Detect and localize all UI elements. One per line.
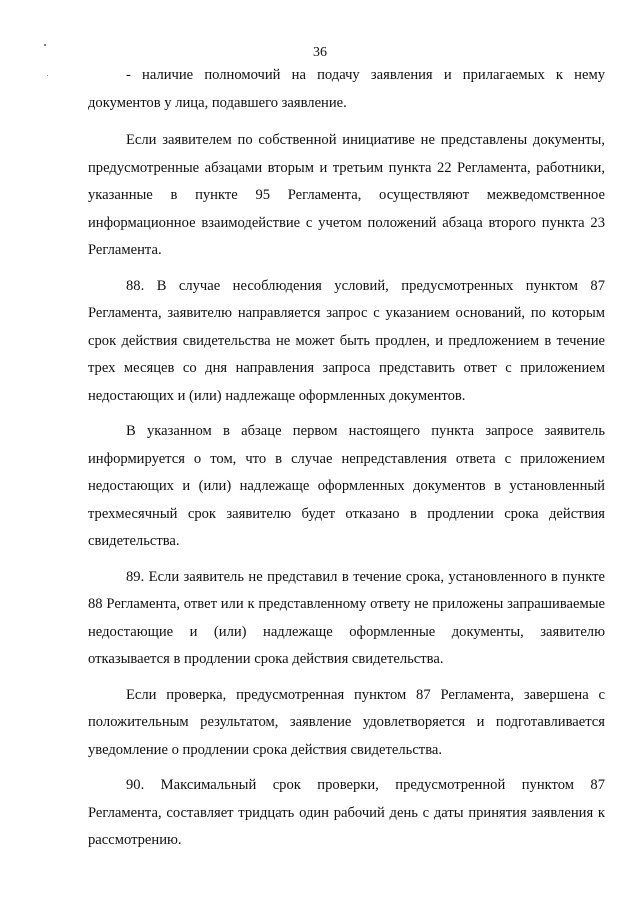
paragraph-4: В указанном в абзаце первом настоящего пункта запросе заявитель информируется о том, что в случае непредставления ответа с приложением недостающих и (или) надлежаще оформленных документов в установленный трехмесячный срок заявителю будет отказано в продлении срока действия свидетельства. bbox=[88, 423, 605, 549]
paragraph-5: 89. Если заявитель не представил в течение срока, установленного в пункте 88 Регламента, ответ или к представленному ответу не приложены запрашиваемые недостающие и (или) надлежаще оформленные документы, заявителю отказывается в продлении срока действия свидетельства. bbox=[88, 568, 605, 667]
paragraph-3: 88. В случае несоблюдения условий, предусмотренных пунктом 87 Регламента, заявителю направляется запрос с указанием оснований, по которым срок действия свидетельства не может быть продлен, и предложением в течение трех месяцев со дня направления запроса представить ответ с приложением недостающих и (или) надлежаще оформленных документов. bbox=[88, 277, 605, 404]
paragraph-6: Если проверка, предусмотренная пунктом 87 Регламента, завершена с положительным результатом, заявление удовлетворяется и подготавливается уведомление о продлении срока действия свидетельства. bbox=[88, 686, 605, 758]
paragraph-2: Если заявителем по собственной инициативе не представлены документы, предусмотренные абзацами вторым и третьим пункта 22 Регламента, работники, указанные в пункте 95 Регламента, осуществляют межведомственное информационное взаимодействие с учетом положений абзаца второго пункта 23 Регламента. bbox=[88, 132, 605, 258]
page-number: 36 bbox=[313, 45, 327, 60]
document-body bbox=[88, 62, 605, 855]
paragraph-1: - наличие полномочий на подачу заявления и прилагаемых к нему документов у лица, подавшего заявление. bbox=[88, 67, 605, 111]
scan-speck bbox=[47, 75, 48, 76]
paragraph-7: 90. Максимальный срок проверки, предусмотренной пунктом 87 Регламента, составляет тридцать один рабочий день с даты принятия заявления к рассмотрению. bbox=[88, 777, 605, 848]
